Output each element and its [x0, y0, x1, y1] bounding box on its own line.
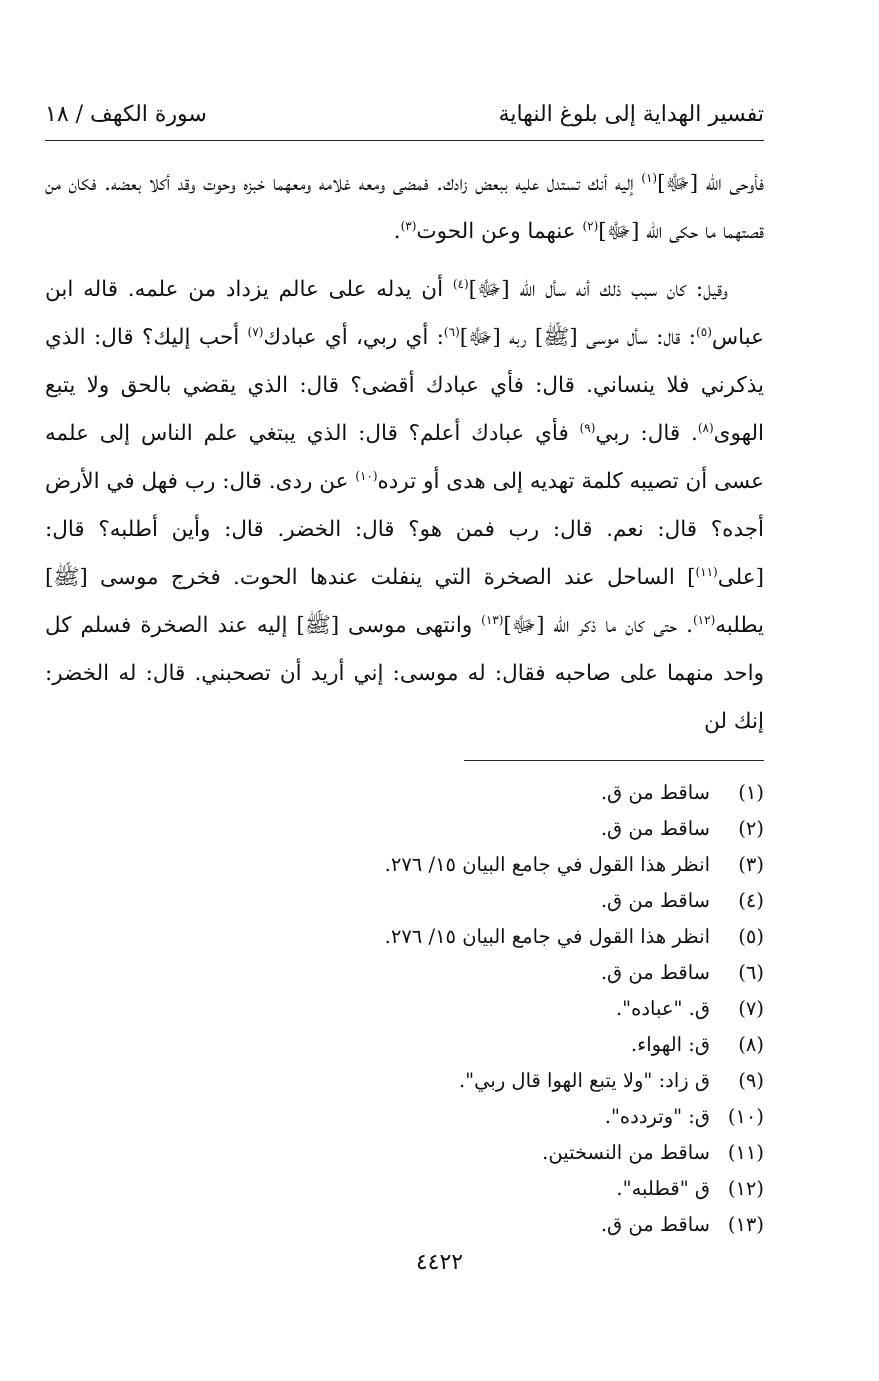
footnote-text: ساقط من ق.: [600, 889, 710, 912]
text-run: إليه أنك تستدل عليه ببعض زادك. فمضى ومعه غلامه ومعهما خبزه وحوت وقد أكلا بعضه. فكان من قصتهما ما حكى الله [ﷻ]: [45, 171, 764, 244]
footnote-text: ساقط من النسختين.: [542, 1141, 710, 1164]
footnote-text: ساقط من ق.: [600, 961, 710, 984]
footnote-item: [244, 955, 764, 991]
book-title: تفسير الهداية إلى بلوغ النهاية: [498, 101, 764, 127]
footnote-text: ق زاد: "ولا يتبع الهوا قال ربي".: [458, 1069, 710, 1092]
footnote-text: ساقط من ق.: [600, 781, 710, 804]
footnote-number: (٧): [738, 997, 764, 1020]
text-run: عنهما وعن الحوت: [416, 219, 583, 244]
footnotes-list: [244, 775, 764, 1243]
text-run: وانتهى موسى [ﷺ] إليه عند الصخرة فسلم كل واحد منهما على صاحبه فقال: له موسى: إني أريد أن تصحبني. قال: له الخضر: إنك لن: [45, 613, 764, 734]
page-number: ٤٤٢٢: [415, 1250, 464, 1275]
footnote-item: [244, 1207, 764, 1243]
footnote-ref[interactable]: (١٠): [355, 468, 378, 483]
footnote-number: (٤): [738, 889, 764, 912]
footnote-ref[interactable]: (٧): [247, 324, 264, 339]
footnote-ref[interactable]: (٣): [400, 218, 417, 233]
footnote-text: انظر هذا القول في جامع البيان ١٥/ ٢٧٦.: [384, 853, 710, 876]
footnote-item: [244, 1099, 764, 1135]
footnote-ref[interactable]: (١٢): [692, 612, 716, 627]
text-run: عن ردى. قال: رب فهل في الأرض أجده؟ قال: نعم. قال: رب فمن هو؟ قال: الخضر. قال: وأين أطلبه؟ قال: [على: [45, 469, 764, 590]
paragraph: [45, 266, 764, 746]
footnote-ref[interactable]: (٨): [697, 420, 714, 435]
footnote-number: (٣): [738, 853, 764, 876]
footnote-item: [244, 1063, 764, 1099]
footnote-number: (١١): [727, 1141, 764, 1164]
main-text: [45, 160, 764, 756]
footnote-item: [244, 847, 764, 883]
footnote-text: ساقط من ق.: [600, 817, 710, 840]
footnote-ref[interactable]: (٢): [582, 218, 599, 233]
footnote-text: انظر هذا القول في جامع البيان ١٥/ ٢٧٦.: [384, 925, 710, 948]
text-run: : أي ربي، أي عبادك: [263, 325, 444, 350]
footnote-item: [244, 883, 764, 919]
footnote-number: (٨): [738, 1033, 764, 1056]
footnote-text: ساقط من ق.: [600, 1213, 710, 1236]
footnote-number: (١٣): [727, 1213, 764, 1236]
footnote-ref[interactable]: (٥): [696, 324, 712, 339]
footnote-item: [244, 1027, 764, 1063]
text-run: ] الساحل عند الصخرة التي ينفلت عندها الحوت. فخرج موسى [ﷺ] يطلبه: [45, 565, 765, 638]
text-run: أن يدله على عالم يزداد من علمه. قاله ابن عباس: [45, 277, 764, 350]
text-run: . حتى كان ما ذكر الله [ﷻ]: [503, 613, 693, 638]
surah-label: سورة الكهف / ١٨: [45, 101, 207, 127]
footnote-text: ق "قطلبه".: [616, 1177, 710, 1200]
text-run: فأي عبادك أعلم؟ قال: الذي يبتغي علم الناس إلى علمه عسى أن تصيبه كلمة تهديه إلى هدى أو ترده: [45, 421, 765, 494]
text-run: فأوحى الله [ﷻ]: [657, 171, 764, 196]
footnote-ref[interactable]: (٦): [443, 324, 460, 339]
footnote-item: [244, 775, 764, 811]
footnote-ref[interactable]: (٩): [579, 420, 596, 435]
footnote-ref[interactable]: (١٣): [481, 612, 504, 627]
footnote-number: (٩): [738, 1069, 764, 1092]
footnote-number: (١٠): [727, 1105, 764, 1128]
text-run: أحب إليك؟ قال: الذي يذكرني فلا ينساني. قال: فأي عبادك أقضى؟ قال: الذي يقضي بالحق ولا يتبع الهوى: [45, 325, 765, 446]
text-run: .: [393, 219, 401, 244]
text-run: . قال: ربي: [595, 421, 698, 446]
footnote-divider: [464, 760, 764, 761]
footnote-text: ق. "عباده".: [615, 997, 710, 1020]
footnote-number: (٥): [738, 925, 764, 948]
footnote-ref[interactable]: (٤): [452, 276, 469, 291]
footnote-item: [244, 1135, 764, 1171]
footnote-item: [244, 811, 764, 847]
footnote-text: ق: الهواء.: [630, 1033, 710, 1056]
text-run: وقيل: كان سبب ذلك أنه سأل الله [ﷻ]: [468, 277, 728, 302]
footnote-number: (٢): [738, 817, 764, 840]
footnote-ref[interactable]: (١): [641, 170, 658, 185]
footnote-number: (١): [738, 781, 764, 804]
footnote-text: ق: "وتردده".: [604, 1105, 710, 1128]
paragraph: [45, 160, 764, 256]
footnote-number: (١٢): [727, 1177, 764, 1200]
footnote-item: [244, 991, 764, 1027]
text-run: : قال: سأل موسى [ﷺ] ربه [ﷻ]: [459, 325, 697, 350]
running-header: [45, 92, 764, 141]
footnote-item: [244, 1171, 764, 1207]
footnote-ref[interactable]: (١١): [695, 564, 718, 579]
footnote-item: [244, 919, 764, 955]
footnote-number: (٦): [738, 961, 764, 984]
